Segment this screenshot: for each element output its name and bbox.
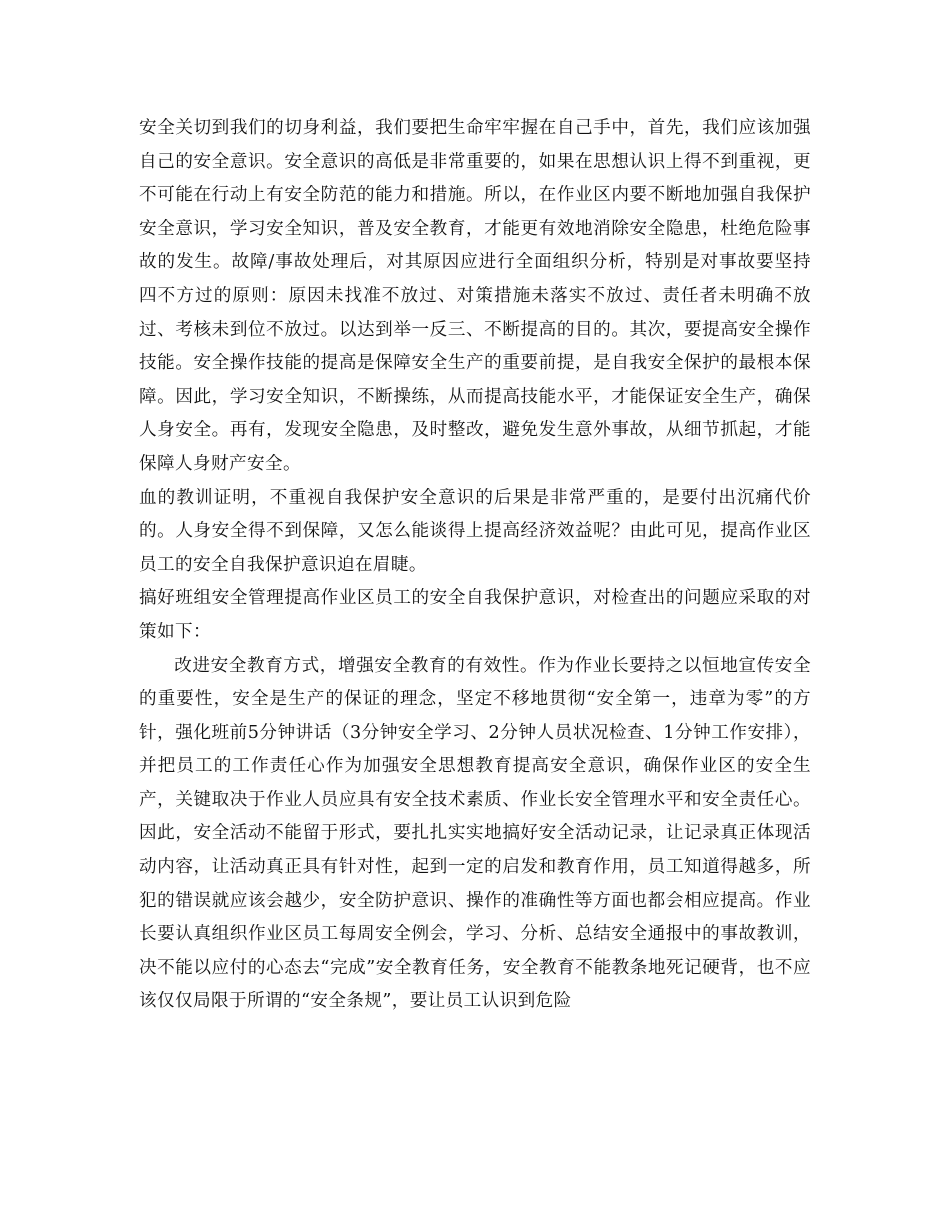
paragraph-4: 改进安全教育方式，增强安全教育的有效性。作为作业长要持之以恒地宣传安全的重要性，安全是生产的保证的理念，坚定不移地贯彻“安全第一，违章为零”的方针，强化班前5分钟讲话（3分钟安全学习、2分钟人员状况检查、1分钟工作安排），并把员工的工作责任心作为加强安全思想教育提高安全意识，确保作业区的安全生产，关键取决于作业人员应具有安全技术素质、作业长安全管理水平和安全责任心。因此，安全活动不能留于形式，要扎扎实实地搞好安全活动记录，让记录真正体现活动内容，让活动真正具有针对性，起到一定的启发和教育作用，员工知道得越多，所犯的错误就应该会越少，安全防护意识、操作的准确性等方面也都会相应提高。作业长要认真组织作业区员工每周安全例会，学习、分析、总结安全通报中的事故教训，决不能以应付的心态去“完成”安全教育任务，安全教育不能教条地死记硬背，也不应该仅仅局限于所谓的“安全条规”，要让员工认识到危险 xyxy=(139,655,811,1012)
paragraph-1: 安全关切到我们的切身利益，我们要把生命牢牢握在自己手中，首先，我们应该加强自己的安全意识。安全意识的高低是非常重要的，如果在思想认识上得不到重视，更不可能在行动上有安全防范的能力和措施。所以，在作业区内要不断地加强自我保护安全意识，学习安全知识，普及安全教育，才能更有效地消除安全隐患，杜绝危险事故的发生。故障/事故处理后，对其原因应进行全面组织分析，特别是对事故要坚持四不方过的原则：原因未找准不放过、对策措施未落实不放过、责任者未明确不放过、考核未到位不放过。以达到举一反三、不断提高的目的。其次，要提高安全操作技能。安全操作技能的提高是保障安全生产的重要前提，是自我安全保护的最根本保障。因此，学习安全知识，不断操练，从而提高技能水平，才能保证安全生产，确保人身安全。再有，发现安全隐患，及时整改，避免发生意外事故，从细节抓起，才能保障人身财产安全。 xyxy=(139,118,811,474)
paragraph-3: 搞好班组安全管理提高作业区员工的安全自我保护意识，对检查出的问题应采取的对策如下： xyxy=(139,588,811,642)
paragraph-2: 血的教训证明，不重视自我保护安全意识的后果是非常严重的，是要付出沉痛代价的。人身安全得不到保障，又怎么能谈得上提高经济效益呢？由此可见，提高作业区员工的安全自我保护意识迫在眉睫。 xyxy=(139,487,811,575)
document-body xyxy=(139,112,811,1019)
